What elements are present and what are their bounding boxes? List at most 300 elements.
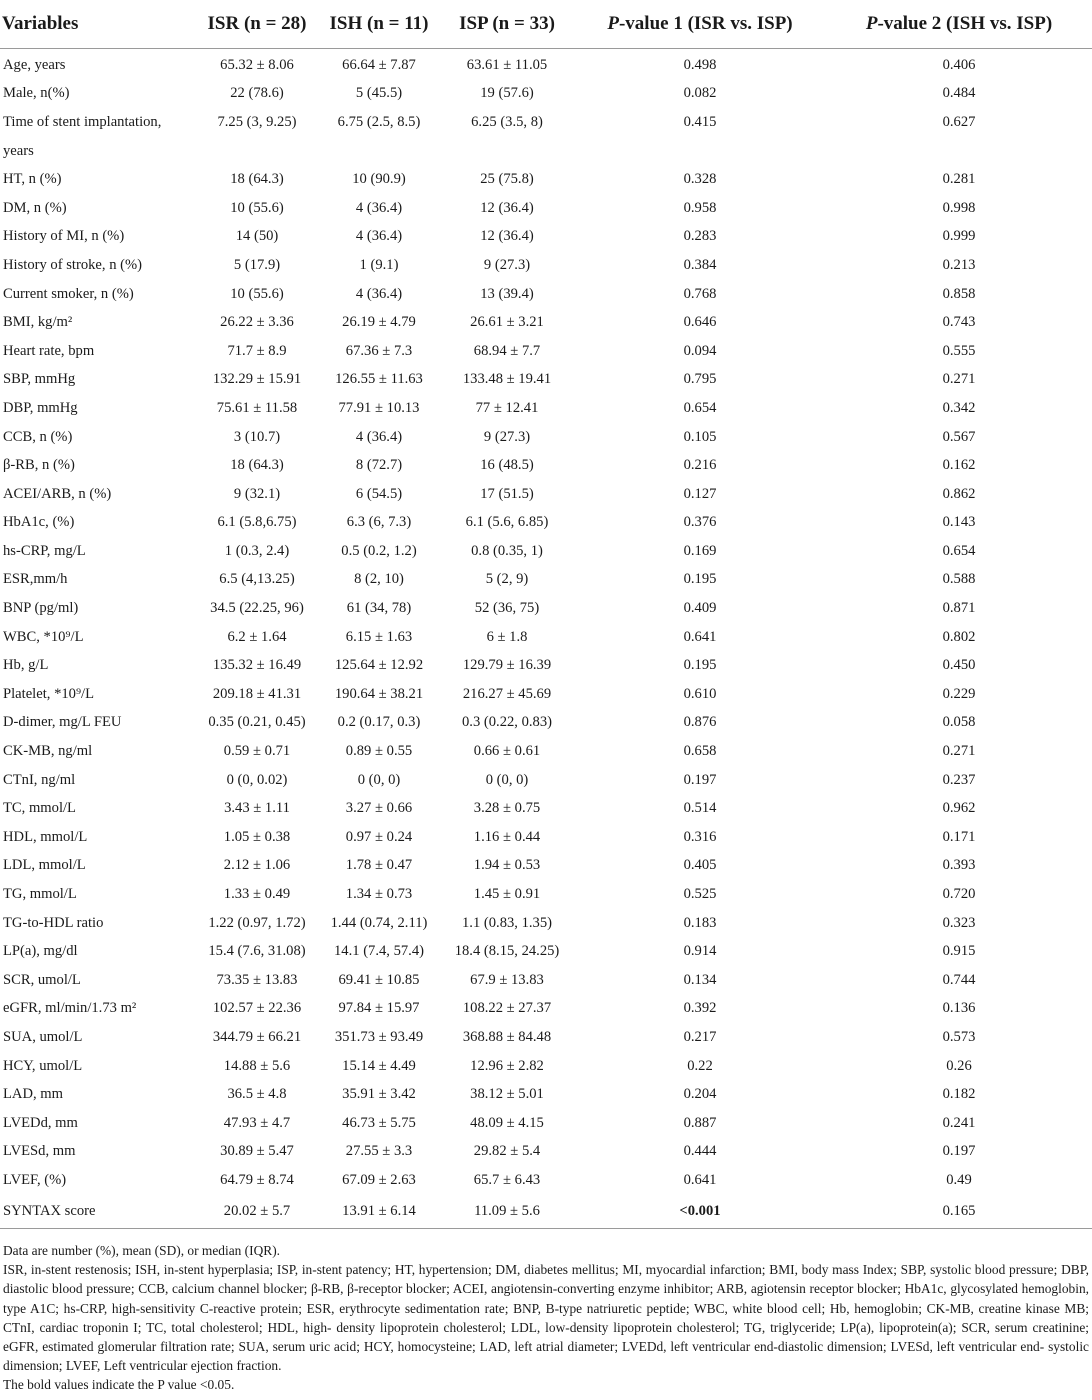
table-row [0, 194, 1092, 223]
row-variable: eGFR, ml/min/1.73 m² [3, 1000, 137, 1017]
row-value-isr: 135.32 ± 16.49 [212, 657, 302, 674]
row-value-p2: 0.229 [942, 685, 976, 702]
row-value-isr: 9 (32.1) [233, 485, 281, 502]
row-variable: History of MI, n (%) [3, 228, 125, 245]
row-value-ish: 97.84 ± 15.97 [338, 1000, 420, 1017]
table-row [0, 451, 1092, 480]
row-variable: SYNTAX score [0, 1195, 196, 1229]
table-row [0, 709, 1092, 738]
row-variable: DBP, mmHg [3, 399, 78, 416]
row-value-p2: 0.213 [942, 256, 976, 273]
row-value-p2: 0.271 [942, 743, 976, 760]
row-value-isr: 64.79 ± 8.74 [220, 1171, 294, 1188]
row-variable: Time of stent implantation, [3, 113, 162, 130]
row-value-isr: 132.29 ± 15.91 [212, 371, 302, 388]
row-value-isp: 0.8 (0.35, 1) [471, 542, 543, 559]
row-value-isp: 25 (75.8) [480, 171, 534, 188]
table-row [0, 651, 1092, 680]
row-value-p2: 0.26 [946, 1057, 972, 1074]
row-value-p1: 0.197 [683, 771, 717, 788]
row-value-isr: 1.33 ± 0.49 [223, 886, 291, 903]
row-variable: TG, mmol/L [3, 886, 77, 903]
row-value-isr: 6.5 (4,13.25) [219, 571, 295, 588]
row-variable: Platelet, *10⁹/L [3, 685, 95, 702]
row-variable: TC, mmol/L [3, 800, 76, 817]
row-variable: LVEF, (%) [3, 1171, 67, 1188]
row-value-ish: 10 (90.9) [352, 171, 406, 188]
row-value-isr: 0.35 (0.21, 0.45) [208, 714, 306, 731]
row-value-ish: 67.09 ± 2.63 [342, 1171, 416, 1188]
row-value-ish: 13.91 ± 6.14 [318, 1195, 440, 1229]
row-variable: LAD, mm [3, 1086, 63, 1103]
table-row [0, 1195, 1092, 1229]
row-value-ish: 190.64 ± 38.21 [334, 685, 424, 702]
row-value-ish: 1.44 (0.74, 2.11) [330, 914, 428, 931]
row-value-p1: 0.795 [683, 371, 717, 388]
table-row [0, 995, 1092, 1024]
row-variable: SUA, umol/L [3, 1028, 83, 1045]
row-value-ish: 351.73 ± 93.49 [334, 1028, 424, 1045]
row-value-ish: 66.64 ± 7.87 [342, 56, 416, 73]
row-value-isr: 344.79 ± 66.21 [212, 1028, 302, 1045]
row-value-isp: 368.88 ± 84.48 [462, 1028, 552, 1045]
header-p1-italic-p: P [607, 13, 619, 34]
row-value-isr: 20.02 ± 5.7 [196, 1195, 318, 1229]
row-value-isr: 0 (0, 0.02) [226, 771, 288, 788]
row-value-ish: 1.78 ± 0.47 [345, 857, 413, 874]
row-value-ish: 61 (34, 78) [346, 600, 412, 617]
row-value-p1: 0.195 [683, 571, 717, 588]
header-ish [318, 0, 440, 49]
row-value-p2: 0.962 [942, 800, 976, 817]
row-value-isr: 14.88 ± 5.6 [223, 1057, 291, 1074]
row-value-isp: 11.09 ± 5.6 [440, 1195, 574, 1229]
row-value-isr: 5 (17.9) [233, 256, 281, 273]
row-value-p1: 0.641 [683, 1171, 717, 1188]
header-p-value-1 [574, 0, 826, 49]
row-value-p2: 0.197 [942, 1143, 976, 1160]
row-value-ish: 4 (36.4) [355, 199, 403, 216]
row-value-isp: 1.45 ± 0.91 [473, 886, 541, 903]
row-value-p1: 0.768 [683, 285, 717, 302]
row-value-p1: 0.658 [683, 743, 717, 760]
row-value-ish: 77.91 ± 10.13 [338, 399, 420, 416]
table-row [0, 223, 1092, 252]
row-value-ish: 4 (36.4) [355, 428, 403, 445]
footnote-abbreviations: ISR, in-stent restenosis; ISH, in-stent hyperplasia; ISP, in-stent patency; HT, hypertension; DM, diabetes mellitus; MI, myocardial infarction; BMI, body mass Index; SBP, systolic blood pressure; DBP, diastolic blood pressure; CCB, calcium channel blocker; β-RB, β-receptor blocker; ACEI, angiotensin-converting enzyme inhibitor; ARB, agiotensin receptor blocker; HbA1c, glycosylated hemoglobin, type A1C; hs-CRP, high-sensitivity C-reactive protein; ESR, erythrocyte sedimentation rate; BNP, B-type natriuretic peptide; WBC, white blood cell; Hb, hemoglobin; CK-MB, creatine kinase MB; CTnI, cardiac troponin I; TC, total cholesterol; HDL, high- density lipoprotein cholesterol; LDL, low-density lipoprotein cholesterol; TG, triglyceride; LP(a), lipoprotein(a); SCR, serum creatinine; eGFR, estimated glomerular filtration rate; SUA, serum uric acid; HCY, homocysteine; LAD, left atrial diameter; LVEDd, left ventricular end-diastolic dimension; LVESd, left ventricular end- systolic dimension; LVEF, Left ventricular ejection fraction. [3, 1262, 1089, 1374]
row-value-ish: 1.34 ± 0.73 [345, 886, 413, 903]
table-row [0, 137, 1092, 166]
row-value-p2: 0.743 [942, 314, 976, 331]
row-value-p1: 0.094 [683, 342, 717, 359]
footnote-bold-note: The bold values indicate the P value <0.05. [3, 1377, 235, 1393]
row-value-isp: 38.12 ± 5.01 [470, 1086, 544, 1103]
row-value-ish: 0.97 ± 0.24 [345, 828, 413, 845]
row-value-ish: 6.15 ± 1.63 [345, 628, 413, 645]
row-variable: TG-to-HDL ratio [3, 914, 104, 931]
row-value-p2: 0.271 [942, 371, 976, 388]
row-variable: SCR, umol/L [3, 971, 81, 988]
row-value-p2: 0.858 [942, 285, 976, 302]
table-header [0, 0, 1092, 49]
row-value-isp: 16 (48.5) [480, 457, 534, 474]
header-isp-n: (n = 33) [492, 13, 555, 34]
header-variables [0, 0, 196, 49]
row-value-isp: 12.96 ± 2.82 [470, 1057, 544, 1074]
row-value-p2: 0.058 [942, 714, 976, 731]
row-variable: Current smoker, n (%) [3, 285, 134, 302]
row-value-p2: 0.871 [942, 600, 976, 617]
header-ish-label: ISH [329, 13, 363, 34]
row-value-p2: 0.237 [942, 771, 976, 788]
row-value-p2: 0.182 [942, 1086, 976, 1103]
row-value-p1: 0.134 [683, 971, 717, 988]
row-value-p2: 0.915 [942, 943, 976, 960]
row-variable: D-dimer, mg/L FEU [3, 714, 122, 731]
row-variable: hs-CRP, mg/L [3, 542, 86, 559]
row-variable: BNP (pg/ml) [3, 600, 79, 617]
row-value-isp: 63.61 ± 11.05 [466, 56, 548, 73]
header-isr [196, 0, 318, 49]
row-value-isr: 102.57 ± 22.36 [212, 1000, 302, 1017]
table-row [0, 1080, 1092, 1109]
row-value-ish: 67.36 ± 7.3 [345, 342, 413, 359]
row-value-p1: 0.217 [683, 1028, 717, 1045]
row-value-isr: 18 (64.3) [230, 457, 284, 474]
row-value-isp: 1.1 (0.83, 1.35) [462, 914, 552, 931]
row-value-isr: 26.22 ± 3.36 [220, 314, 294, 331]
row-value-p1: 0.376 [683, 514, 717, 531]
row-value-ish: 8 (2, 10) [354, 571, 404, 588]
row-value-isp: 68.94 ± 7.7 [473, 342, 541, 359]
row-value-isp: 77 ± 12.41 [475, 399, 539, 416]
header-isp [440, 0, 574, 49]
row-value-isr [196, 137, 318, 166]
table-row [0, 366, 1092, 395]
row-value-p2: 0.627 [942, 113, 976, 130]
table-row [0, 1052, 1092, 1081]
row-value-isr: 75.61 ± 11.58 [216, 399, 298, 416]
table-row [0, 794, 1092, 823]
row-value-isr: 30.89 ± 5.47 [220, 1143, 294, 1160]
row-value-isp: 1.94 ± 0.53 [473, 857, 541, 874]
row-value-ish: 15.14 ± 4.49 [342, 1057, 416, 1074]
row-value-isp: 5 (2, 9) [485, 571, 529, 588]
row-value-isp: 133.48 ± 19.41 [462, 371, 552, 388]
row-value-p1: 0.405 [683, 857, 717, 874]
header-isp-label: ISP [459, 13, 488, 34]
table-row [0, 80, 1092, 109]
row-value-p2: 0.998 [942, 199, 976, 216]
row-value-p1: 0.514 [683, 800, 717, 817]
row-value-p1: 0.384 [683, 256, 717, 273]
table-row [0, 594, 1092, 623]
row-value-ish: 3.27 ± 0.66 [345, 800, 413, 817]
row-value-p2: 0.744 [942, 971, 976, 988]
table-row [0, 737, 1092, 766]
row-value-p2: 0.654 [942, 542, 976, 559]
row-value-p2: 0.406 [942, 56, 976, 73]
row-variable: Hb, g/L [3, 657, 49, 674]
row-value-p1 [574, 137, 826, 166]
row-value-isp: 12 (36.4) [480, 228, 534, 245]
table-row [0, 165, 1092, 194]
row-value-p2: 0.241 [942, 1114, 976, 1131]
row-value-p1: 0.216 [683, 457, 717, 474]
table-row [0, 937, 1092, 966]
row-value-p1: 0.316 [683, 828, 717, 845]
row-value-p1: 0.409 [683, 600, 717, 617]
row-value-isr: 65.32 ± 8.06 [220, 56, 294, 73]
row-value-isr: 1.05 ± 0.38 [223, 828, 291, 845]
row-value-ish: 0.5 (0.2, 1.2) [341, 542, 417, 559]
row-value-isp: 48.09 ± 4.15 [470, 1114, 544, 1131]
row-variable: CCB, n (%) [3, 428, 73, 445]
row-value-isp: 12 (36.4) [480, 199, 534, 216]
row-variable: Age, years [3, 56, 66, 73]
row-value-isp: 17 (51.5) [480, 485, 534, 502]
header-isr-label: ISR [207, 13, 240, 34]
row-value-p2: 0.588 [942, 571, 976, 588]
row-value-isp: 0 (0, 0) [485, 771, 529, 788]
row-value-isr: 1 (0.3, 2.4) [224, 542, 290, 559]
row-value-isr: 22 (78.6) [230, 85, 284, 102]
row-value-isr: 0.59 ± 0.71 [223, 743, 291, 760]
row-value-isp: 129.79 ± 16.39 [462, 657, 552, 674]
table-row [0, 966, 1092, 995]
table-row [0, 823, 1092, 852]
row-variable: Heart rate, bpm [3, 342, 95, 359]
table-row [0, 49, 1092, 80]
row-value-p2: 0.162 [942, 457, 976, 474]
row-value-p1: 0.328 [683, 171, 717, 188]
row-variable: CTnI, ng/ml [3, 771, 76, 788]
row-value-isp: 67.9 ± 13.83 [470, 971, 544, 988]
row-value-isr: 10 (55.6) [230, 199, 284, 216]
row-value-p1: 0.283 [683, 228, 717, 245]
row-value-ish: 0.89 ± 0.55 [345, 743, 413, 760]
header-p2-rest: -value 2 (ISH vs. ISP) [877, 13, 1053, 34]
row-variable: LVESd, mm [3, 1143, 76, 1160]
row-value-isr: 10 (55.6) [230, 285, 284, 302]
table-row [0, 852, 1092, 881]
row-value-p1: 0.876 [683, 714, 717, 731]
row-variable: ESR,mm/h [3, 571, 68, 588]
row-value-p2: 0.862 [942, 485, 976, 502]
row-variable: LDL, mmol/L [3, 857, 86, 874]
row-value-isr: 6.1 (5.8,6.75) [217, 514, 297, 531]
row-value-p2: 0.143 [942, 514, 976, 531]
row-variable: SBP, mmHg [3, 371, 76, 388]
row-value-p1: 0.082 [683, 85, 717, 102]
row-value-p1: 0.204 [683, 1086, 717, 1103]
row-variable: β-RB, n (%) [3, 457, 75, 474]
row-value-p1: 0.641 [683, 628, 717, 645]
table-row [0, 1138, 1092, 1167]
table-row [0, 509, 1092, 538]
row-variable: WBC, *10⁹/L [3, 628, 84, 645]
row-value-ish: 27.55 ± 3.3 [345, 1143, 413, 1160]
row-variable: ACEI/ARB, n (%) [3, 485, 112, 502]
row-value-ish: 5 (45.5) [355, 85, 403, 102]
header-p2-italic-p: P [865, 13, 878, 34]
row-variable: History of stroke, n (%) [3, 256, 143, 273]
row-value-p1: 0.525 [683, 886, 717, 903]
row-value-p2: 0.136 [942, 1000, 976, 1017]
row-value-isp: 52 (36, 75) [474, 600, 540, 617]
table-row [0, 680, 1092, 709]
row-value-p1: 0.887 [683, 1114, 717, 1131]
row-value-ish: 69.41 ± 10.85 [338, 971, 420, 988]
row-value-ish: 0 (0, 0) [357, 771, 401, 788]
row-value-isr: 1.22 (0.97, 1.72) [208, 914, 306, 931]
row-value-p1: <0.001 [574, 1195, 826, 1229]
row-value-ish: 6 (54.5) [355, 485, 403, 502]
row-value-ish: 6.3 (6, 7.3) [346, 514, 412, 531]
row-value-isp: 65.7 ± 6.43 [473, 1171, 541, 1188]
row-value-p2: 0.171 [942, 828, 976, 845]
row-value-isr: 73.35 ± 13.83 [216, 971, 298, 988]
row-value-p1: 0.127 [683, 485, 717, 502]
row-value-isp: 19 (57.6) [480, 85, 534, 102]
header-variables-text: Variables [2, 13, 79, 34]
row-variable: BMI, kg/m² [3, 314, 73, 331]
table-row [0, 337, 1092, 366]
table-row [0, 308, 1092, 337]
row-variable: Male, n(%) [3, 85, 70, 102]
row-value-p2: 0.484 [942, 85, 976, 102]
row-value-p2: 0.573 [942, 1028, 976, 1045]
row-value-p1: 0.654 [683, 399, 717, 416]
row-value-isr: 47.93 ± 4.7 [223, 1114, 291, 1131]
table-footnotes [3, 1241, 1089, 1395]
table-row [0, 251, 1092, 280]
row-value-p1: 0.444 [683, 1143, 717, 1160]
table-row [0, 566, 1092, 595]
row-value-isp: 1.16 ± 0.44 [473, 828, 541, 845]
row-variable: HDL, mmol/L [3, 828, 88, 845]
row-value-ish: 1 (9.1) [359, 256, 399, 273]
table-row [0, 280, 1092, 309]
row-variable: years [3, 142, 34, 159]
table-body [0, 49, 1092, 1229]
row-variable: LP(a), mg/dl [3, 943, 78, 960]
table-row [0, 1023, 1092, 1052]
row-value-isp: 0.66 ± 0.61 [473, 743, 541, 760]
row-value-isr: 14 (50) [235, 228, 279, 245]
header-ish-n: (n = 11) [367, 13, 429, 34]
row-value-p1: 0.415 [683, 113, 717, 130]
row-value-isr: 2.12 ± 1.06 [223, 857, 291, 874]
table-row [0, 394, 1092, 423]
row-value-ish: 8 (72.7) [355, 457, 403, 474]
row-value-isp: 108.22 ± 27.37 [462, 1000, 552, 1017]
footnote-data-description: Data are number (%), mean (SD), or median (IQR). [3, 1243, 281, 1258]
row-value-ish: 4 (36.4) [355, 285, 403, 302]
row-value-isr: 3.43 ± 1.11 [224, 800, 290, 817]
header-p1-rest: -value 1 (ISR vs. ISP) [618, 13, 793, 34]
row-value-isp: 6.25 (3.5, 8) [471, 113, 543, 130]
table-row [0, 1109, 1092, 1138]
row-value-isr: 36.5 ± 4.8 [227, 1086, 287, 1103]
row-value-p1: 0.105 [683, 428, 717, 445]
row-value-ish: 0.2 (0.17, 0.3) [337, 714, 421, 731]
row-value-p2: 0.342 [942, 399, 976, 416]
row-value-isp: 3.28 ± 0.75 [473, 800, 541, 817]
row-value-p2: 0.323 [942, 914, 976, 931]
row-value-p1: 0.169 [683, 542, 717, 559]
row-value-ish: 6.75 (2.5, 8.5) [337, 113, 421, 130]
row-value-p2: 0.450 [942, 657, 976, 674]
row-value-isr: 6.2 ± 1.64 [227, 628, 287, 645]
table-row [0, 766, 1092, 795]
row-value-ish [318, 137, 440, 166]
row-value-p1: 0.646 [683, 314, 717, 331]
row-variable: LVEDd, mm [3, 1114, 78, 1131]
row-value-isp: 13 (39.4) [480, 285, 534, 302]
table-row [0, 1166, 1092, 1195]
header-p-value-2 [826, 0, 1092, 49]
row-value-p1: 0.183 [683, 914, 717, 931]
row-variable: DM, n (%) [3, 199, 67, 216]
row-value-p2: 0.555 [942, 342, 976, 359]
row-value-isp: 9 (27.3) [483, 428, 531, 445]
row-value-isr: 71.7 ± 8.9 [227, 342, 287, 359]
row-value-p2: 0.999 [942, 228, 976, 245]
row-value-ish: 35.91 ± 3.42 [342, 1086, 416, 1103]
table-row [0, 480, 1092, 509]
row-value-p2: 0.49 [946, 1171, 972, 1188]
row-variable: HCY, umol/L [3, 1057, 83, 1074]
row-value-ish: 4 (36.4) [355, 228, 403, 245]
row-value-p1: 0.914 [683, 943, 717, 960]
row-value-isr: 15.4 (7.6, 31.08) [208, 943, 306, 960]
row-value-isr: 7.25 (3, 9.25) [217, 113, 297, 130]
row-value-isp: 29.82 ± 5.4 [473, 1143, 541, 1160]
row-variable: HT, n (%) [3, 171, 62, 188]
row-value-p1: 0.610 [683, 685, 717, 702]
row-value-isp: 9 (27.3) [483, 256, 531, 273]
row-value-isp: 26.61 ± 3.21 [470, 314, 544, 331]
row-value-p1: 0.498 [683, 56, 717, 73]
row-variable: HbA1c, (%) [3, 514, 75, 531]
row-value-p2: 0.165 [826, 1195, 1092, 1229]
row-value-isp: 216.27 ± 45.69 [462, 685, 552, 702]
row-value-ish: 26.19 ± 4.79 [342, 314, 416, 331]
row-value-isp: 0.3 (0.22, 0.83) [462, 714, 552, 731]
row-variable: CK-MB, ng/ml [3, 743, 93, 760]
row-value-ish: 14.1 (7.4, 57.4) [334, 943, 424, 960]
row-value-ish: 126.55 ± 11.63 [335, 371, 423, 388]
row-value-isp: 6 ± 1.8 [486, 628, 528, 645]
table-row [0, 423, 1092, 452]
row-value-p2 [826, 137, 1092, 166]
row-value-p2: 0.281 [942, 171, 976, 188]
row-value-p1: 0.392 [683, 1000, 717, 1017]
row-value-p2: 0.567 [942, 428, 976, 445]
row-value-p1: 0.22 [687, 1057, 713, 1074]
row-value-p2: 0.393 [942, 857, 976, 874]
row-value-ish: 46.73 ± 5.75 [342, 1114, 416, 1131]
table-row [0, 880, 1092, 909]
header-isr-n: (n = 28) [243, 13, 307, 34]
row-value-p2: 0.802 [942, 628, 976, 645]
row-value-isr: 3 (10.7) [233, 428, 281, 445]
row-value-p2: 0.720 [942, 886, 976, 903]
row-value-isp: 18.4 (8.15, 24.25) [454, 943, 560, 960]
table-row [0, 537, 1092, 566]
row-value-p1: 0.195 [683, 657, 717, 674]
